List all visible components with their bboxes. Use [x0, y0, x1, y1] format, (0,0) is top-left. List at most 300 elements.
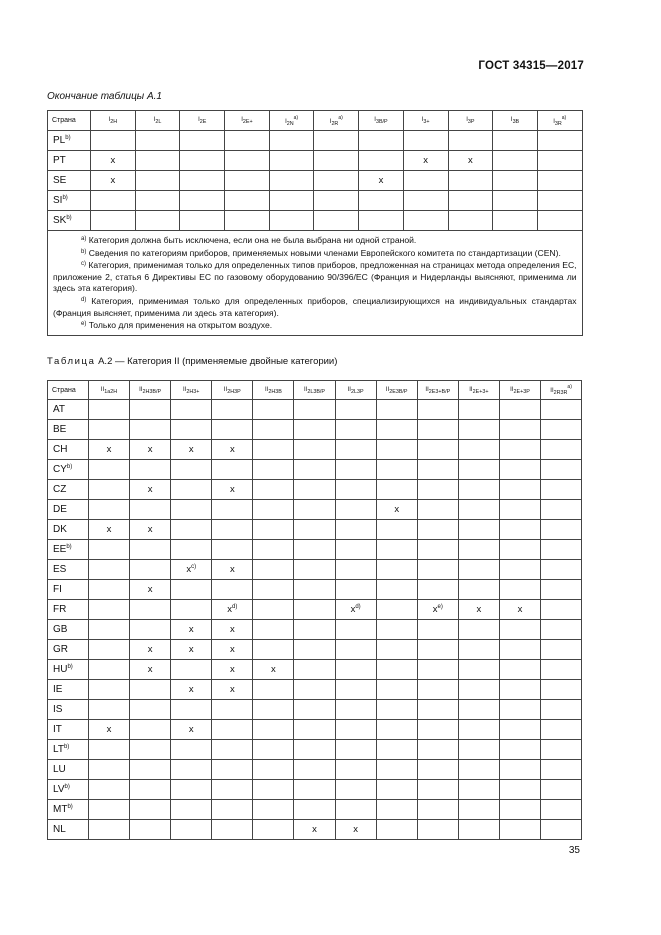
category-cell	[294, 760, 335, 780]
applicable-mark: x	[110, 175, 116, 186]
page-number: 35	[568, 845, 580, 856]
category-cell	[294, 800, 335, 820]
category-cell	[130, 400, 171, 420]
category-cell	[448, 191, 493, 211]
t2-row-is	[48, 700, 582, 720]
category-cell	[458, 420, 499, 440]
category-symbol: II	[469, 386, 473, 393]
category-cell	[89, 600, 130, 620]
category-cell	[171, 800, 212, 820]
country-footnote-mark: b)	[67, 804, 73, 810]
category-cell	[253, 800, 294, 820]
category-cell	[253, 560, 294, 580]
category-cell	[335, 640, 376, 660]
category-cell	[171, 560, 212, 580]
category-cell	[376, 520, 417, 540]
category-cell	[89, 560, 130, 580]
country-code-cell	[48, 700, 89, 720]
category-cell	[335, 560, 376, 580]
category-cell	[541, 660, 582, 680]
category-footnote-mark: a)	[338, 114, 343, 121]
document-standard-number: ГОСТ 34315—2017	[478, 60, 584, 72]
country-code-cell	[48, 420, 89, 440]
category-cell	[335, 440, 376, 460]
category-cell	[541, 700, 582, 720]
category-cell	[458, 440, 499, 460]
category-cell	[458, 680, 499, 700]
category-cell	[212, 420, 253, 440]
category-cell	[314, 131, 359, 151]
category-cell	[499, 440, 540, 460]
category-cell	[541, 740, 582, 760]
category-cell	[493, 131, 538, 151]
country-footnote-mark: b)	[66, 544, 72, 550]
category-cell	[458, 560, 499, 580]
category-subscript: 2L3B/P	[307, 388, 326, 395]
country-code: SE	[53, 175, 67, 186]
category-cell	[130, 520, 171, 540]
category-subscript: 2H3B/P	[142, 388, 162, 395]
t2-row-gr	[48, 640, 582, 660]
category-cell	[417, 800, 458, 820]
category-cell	[130, 560, 171, 580]
category-cell	[294, 440, 335, 460]
category-cell	[130, 600, 171, 620]
category-subscript: 3+	[423, 119, 430, 125]
t2-row-fi	[48, 580, 582, 600]
category-cell	[417, 620, 458, 640]
table2-caption	[47, 356, 337, 367]
t1-column-header	[403, 111, 448, 131]
category-cell	[171, 680, 212, 700]
category-cell	[130, 460, 171, 480]
t1-column-header	[225, 111, 270, 131]
category-cell	[541, 620, 582, 640]
country-code: MT	[53, 804, 68, 815]
country-code: BE	[53, 424, 67, 435]
category-symbol: II	[347, 386, 351, 393]
category-cell	[89, 400, 130, 420]
category-cell	[225, 131, 270, 151]
category-cell	[212, 740, 253, 760]
category-subscript: 2L3P	[350, 388, 364, 395]
category-subscript: 2E+3+	[472, 388, 489, 395]
category-cell	[335, 740, 376, 760]
category-cell	[458, 540, 499, 560]
category-cell	[294, 500, 335, 520]
category-cell	[499, 720, 540, 740]
applicable-mark: x	[147, 524, 153, 535]
category-cell	[294, 740, 335, 760]
category-cell	[403, 191, 448, 211]
category-symbol: I	[329, 118, 332, 125]
country-code: IT	[53, 724, 62, 735]
applicable-mark: x	[271, 664, 276, 675]
country-code-cell	[48, 800, 89, 820]
category-cell	[541, 600, 582, 620]
country-code: GB	[53, 624, 68, 635]
category-cell	[212, 600, 253, 620]
category-cell	[294, 600, 335, 620]
category-subscript: 2E3+B/P	[428, 388, 451, 395]
category-cell	[294, 660, 335, 680]
category-cell	[212, 660, 253, 680]
category-cell	[499, 500, 540, 520]
category-subscript: 2H3B	[268, 388, 282, 395]
category-cell	[212, 820, 253, 840]
country-footnote-mark: b)	[66, 215, 72, 221]
category-subscript: 3B/P	[375, 119, 388, 125]
country-code-cell	[48, 520, 89, 540]
category-cell	[171, 520, 212, 540]
country-code-cell	[48, 680, 89, 700]
category-cell	[458, 700, 499, 720]
category-cell	[225, 211, 270, 231]
country-code: LT	[53, 744, 64, 755]
country-footnote-mark: b)	[66, 464, 73, 470]
category-cell	[376, 460, 417, 480]
applicable-mark: x	[188, 444, 194, 455]
category-cell	[130, 480, 171, 500]
t1-column-header	[359, 111, 404, 131]
t1-column-header	[269, 111, 314, 131]
category-cell	[212, 460, 253, 480]
t2-column-header	[417, 381, 458, 400]
category-cell	[335, 420, 376, 440]
category-subscript: 2E3B/P	[389, 388, 408, 395]
country-code-cell	[48, 600, 89, 620]
applicable-mark: x	[147, 664, 153, 675]
category-cell	[417, 440, 458, 460]
category-cell	[89, 500, 130, 520]
category-cell	[376, 720, 417, 740]
category-cell	[417, 420, 458, 440]
category-cell	[448, 171, 493, 191]
footnote-2	[53, 247, 577, 260]
country-code-cell	[48, 211, 91, 231]
category-cell	[541, 540, 582, 560]
category-cell	[417, 580, 458, 600]
cell-footnote-mark: e)	[437, 604, 443, 610]
category-cell	[253, 620, 294, 640]
category-cell	[541, 560, 582, 580]
category-cell	[458, 640, 499, 660]
country-code-cell	[48, 440, 89, 460]
category-cell	[294, 420, 335, 440]
country-code: GR	[53, 644, 68, 655]
category-cell	[212, 440, 253, 460]
table-a2	[47, 380, 582, 840]
category-cell	[499, 620, 540, 640]
category-cell	[89, 480, 130, 500]
t2-row-ee	[48, 540, 582, 560]
category-cell	[417, 780, 458, 800]
category-symbol: II	[550, 388, 554, 394]
category-cell	[294, 540, 335, 560]
country-code: SK	[53, 215, 67, 226]
applicable-mark: x	[106, 524, 112, 535]
table1-header-row	[48, 111, 583, 131]
country-code: IS	[53, 704, 63, 715]
category-cell	[458, 580, 499, 600]
category-cell	[253, 680, 294, 700]
applicable-mark: x	[188, 644, 194, 655]
t2-column-header	[253, 381, 294, 400]
category-cell	[499, 760, 540, 780]
applicable-mark: x	[147, 484, 153, 495]
footnote-text: Сведения по категориям приборов, применяемых новыми членами Европейского комитета по стандартизации (CEN).	[88, 247, 561, 258]
category-cell	[294, 400, 335, 420]
category-cell	[537, 151, 582, 171]
t1-column-header	[91, 111, 136, 131]
category-symbol: II	[139, 386, 143, 393]
category-cell	[499, 580, 540, 600]
category-cell	[212, 520, 253, 540]
table1-footnotes	[48, 231, 583, 336]
country-code-cell	[48, 720, 89, 740]
category-cell	[499, 700, 540, 720]
applicable-mark: x	[229, 664, 235, 675]
table-a1-end	[47, 110, 583, 336]
category-cell	[493, 211, 538, 231]
country-footnote-mark: b)	[64, 784, 70, 790]
category-cell	[294, 680, 335, 700]
table2-header-row	[48, 381, 582, 400]
category-cell	[294, 480, 335, 500]
t2-row-fr	[48, 600, 582, 620]
t2-column-header	[335, 381, 376, 400]
category-cell	[130, 440, 171, 460]
t2-row-lu	[48, 760, 582, 780]
category-cell	[458, 820, 499, 840]
category-subscript: 2N	[286, 120, 294, 127]
t2-row-mt	[48, 800, 582, 820]
category-cell	[541, 460, 582, 480]
country-footnote-mark: b)	[62, 195, 68, 201]
category-cell	[212, 560, 253, 580]
category-symbol: II	[510, 386, 514, 393]
country-code: CH	[53, 444, 68, 455]
category-cell	[294, 640, 335, 660]
category-cell	[541, 680, 582, 700]
category-cell	[171, 700, 212, 720]
t1-row-pt	[48, 151, 583, 171]
category-cell	[180, 171, 225, 191]
category-cell	[253, 720, 294, 740]
t1-column-header	[180, 111, 225, 131]
category-cell	[135, 131, 180, 151]
category-cell	[541, 820, 582, 840]
country-code-cell	[48, 640, 89, 660]
category-cell	[499, 420, 540, 440]
category-cell	[253, 540, 294, 560]
category-cell	[253, 780, 294, 800]
category-cell	[269, 171, 314, 191]
category-cell	[89, 740, 130, 760]
category-cell	[376, 780, 417, 800]
category-subscript: 2R	[331, 120, 339, 127]
country-code: CY	[53, 464, 67, 475]
category-cell	[180, 151, 225, 171]
category-cell	[89, 660, 130, 680]
category-symbol: I	[510, 117, 513, 123]
category-cell	[253, 460, 294, 480]
category-cell	[458, 500, 499, 520]
category-cell	[417, 820, 458, 840]
applicable-mark: x	[423, 155, 429, 166]
t1-row-si	[48, 191, 583, 211]
category-cell	[89, 700, 130, 720]
category-cell	[499, 400, 540, 420]
category-cell	[294, 520, 335, 540]
category-cell	[171, 480, 212, 500]
category-cell	[314, 171, 359, 191]
applicable-mark: x	[106, 724, 112, 735]
category-cell	[499, 480, 540, 500]
category-cell	[417, 740, 458, 760]
category-cell	[335, 520, 376, 540]
country-code-cell	[48, 560, 89, 580]
applicable-mark: x	[353, 824, 358, 835]
category-cell	[335, 820, 376, 840]
country-code-cell	[48, 500, 89, 520]
category-cell	[376, 640, 417, 660]
category-cell	[130, 580, 171, 600]
category-symbol: II	[183, 386, 187, 393]
applicable-mark: x	[147, 444, 153, 455]
footnote-mark: b)	[81, 248, 87, 255]
category-cell	[171, 820, 212, 840]
category-cell	[417, 460, 458, 480]
footnote-text: Категория, применимая только для определенных типов приборов, предложенная на страницах метода определения ЕС, приложение 2, статья 6 Директивы ЕС по газовому оборудованию 90/396/ЕС (Франция и Нидерланды выясняют, применима ли здесь эта категория).	[53, 260, 577, 294]
category-cell	[212, 500, 253, 520]
category-cell	[253, 400, 294, 420]
applicable-mark: x	[378, 175, 384, 186]
category-cell	[89, 420, 130, 440]
country-code: HU	[53, 664, 68, 675]
category-cell	[499, 780, 540, 800]
category-symbol: II	[304, 386, 308, 393]
category-cell	[458, 800, 499, 820]
country-code-cell	[48, 580, 89, 600]
category-symbol: I	[108, 117, 111, 123]
footnote-4	[53, 295, 577, 319]
category-cell	[91, 151, 136, 171]
category-cell	[89, 540, 130, 560]
category-cell	[225, 171, 270, 191]
category-cell	[448, 211, 493, 231]
category-cell	[253, 500, 294, 520]
category-cell	[89, 440, 130, 460]
category-cell	[91, 131, 136, 151]
category-cell	[212, 580, 253, 600]
applicable-mark: x	[467, 155, 473, 166]
country-code: FI	[53, 584, 62, 595]
category-cell	[417, 680, 458, 700]
category-cell	[458, 460, 499, 480]
category-subscript: 3P	[467, 119, 475, 125]
category-cell	[417, 480, 458, 500]
footnote-mark: c)	[81, 261, 86, 268]
category-cell	[359, 131, 404, 151]
category-cell	[130, 680, 171, 700]
category-cell	[130, 780, 171, 800]
category-cell	[171, 500, 212, 520]
category-cell	[376, 800, 417, 820]
country-code: ES	[53, 564, 67, 575]
category-cell	[253, 600, 294, 620]
category-cell	[91, 211, 136, 231]
t2-row-ch	[48, 440, 582, 460]
category-cell	[541, 640, 582, 660]
t2-row-at	[48, 400, 582, 420]
category-cell	[376, 560, 417, 580]
category-cell	[171, 760, 212, 780]
category-cell	[253, 760, 294, 780]
t2-column-header	[541, 381, 582, 400]
category-cell	[417, 520, 458, 540]
category-subscript: 1a2H	[104, 388, 118, 395]
category-subscript: 2E	[199, 119, 207, 125]
category-cell	[458, 520, 499, 540]
category-cell	[493, 171, 538, 191]
category-cell	[376, 500, 417, 520]
category-cell	[417, 540, 458, 560]
category-cell	[135, 171, 180, 191]
country-code-cell	[48, 780, 89, 800]
category-cell	[135, 151, 180, 171]
category-cell	[171, 640, 212, 660]
applicable-mark: x	[188, 724, 194, 735]
category-cell	[171, 580, 212, 600]
category-cell	[180, 131, 225, 151]
category-cell	[335, 720, 376, 740]
applicable-mark: x	[188, 684, 194, 695]
applicable-mark: x	[229, 564, 235, 575]
category-cell	[403, 171, 448, 191]
category-cell	[130, 640, 171, 660]
country-code: FR	[53, 604, 67, 615]
category-cell	[499, 520, 540, 540]
category-cell	[376, 700, 417, 720]
category-subscript: 2H3+	[186, 388, 200, 395]
applicable-mark: x	[312, 824, 317, 835]
country-code: DE	[53, 504, 67, 515]
cell-footnote-mark: c)	[191, 564, 197, 570]
t2-row-hu	[48, 660, 582, 680]
category-cell	[458, 740, 499, 760]
footnote-mark: d)	[81, 296, 87, 303]
t2-row-be	[48, 420, 582, 440]
category-cell	[335, 600, 376, 620]
category-cell	[171, 780, 212, 800]
category-cell	[89, 460, 130, 480]
category-cell	[212, 700, 253, 720]
t2-row-es	[48, 560, 582, 580]
category-cell	[314, 191, 359, 211]
category-cell	[376, 820, 417, 840]
category-cell	[253, 740, 294, 760]
category-cell	[376, 660, 417, 680]
t1-row-pl	[48, 131, 583, 151]
category-cell	[89, 760, 130, 780]
category-cell	[180, 191, 225, 211]
category-cell	[335, 460, 376, 480]
category-cell	[171, 540, 212, 560]
category-cell	[130, 420, 171, 440]
category-subscript: 3B	[512, 119, 520, 125]
t2-column-header	[89, 381, 130, 400]
